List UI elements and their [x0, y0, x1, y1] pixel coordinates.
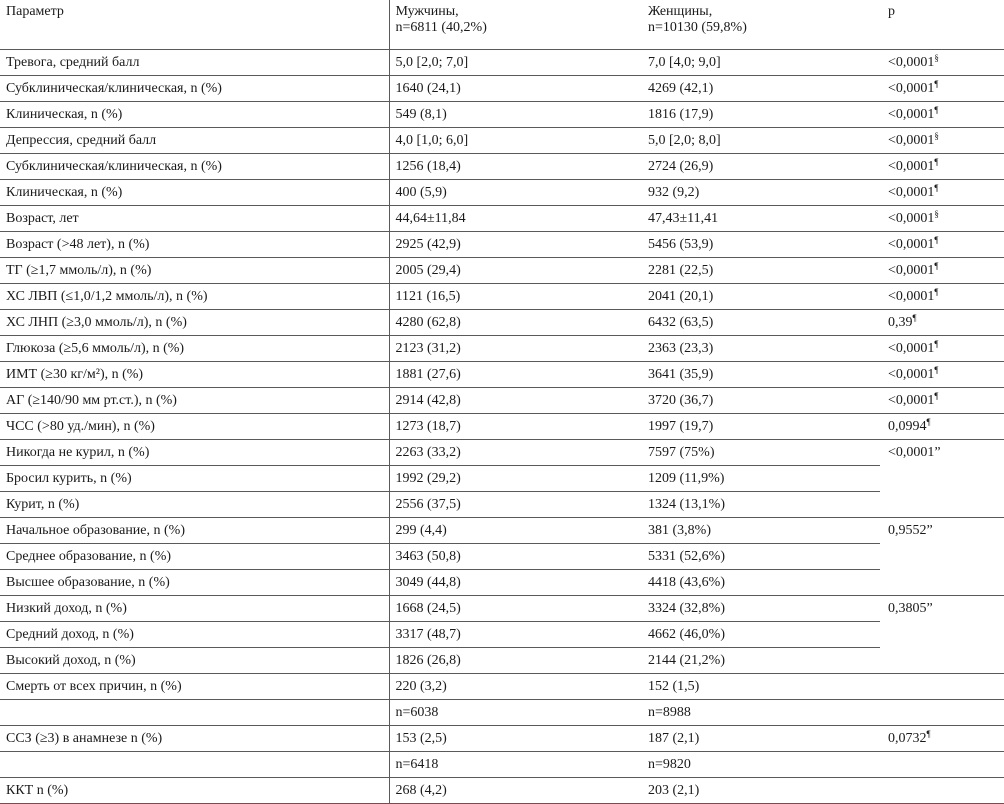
cell-men: 2123 (31,2): [389, 336, 642, 362]
cell-men: 1992 (29,2): [389, 466, 642, 492]
cell-women: 2363 (23,3): [642, 336, 880, 362]
header-men: [389, 0, 642, 50]
cell-param: ХС ЛНП (≥3,0 ммоль/л), n (%): [0, 310, 389, 336]
p-footnote-mark: ¶: [926, 417, 931, 427]
cell-param: Глюкоза (≥5,6 ммоль/л), n (%): [0, 336, 389, 362]
cell-p: [880, 128, 1004, 154]
cell-param: ЧСС (>80 уд./мин), n (%): [0, 414, 389, 440]
p-footnote-mark: §: [934, 131, 939, 141]
cell-men: 2005 (29,4): [389, 258, 642, 284]
cell-men: 1273 (18,7): [389, 414, 642, 440]
cell-men: n=6418: [389, 752, 642, 778]
p-value: <0,0001: [888, 159, 935, 174]
cell-param: ТГ (≥1,7 ммоль/л), n (%): [0, 258, 389, 284]
cell-p: [880, 752, 1004, 778]
table-row: [0, 440, 1004, 466]
cell-param: Среднее образование, n (%): [0, 544, 389, 570]
p-footnote-mark: ¶: [934, 339, 939, 349]
cell-women: n=8988: [642, 700, 880, 726]
table-row: [0, 492, 1004, 518]
p-footnote-mark: ¶: [934, 391, 939, 401]
cell-param: Никогда не курил, n (%): [0, 440, 389, 466]
cell-param: Клиническая, n (%): [0, 102, 389, 128]
cell-p: [880, 440, 1004, 466]
p-footnote-mark: ¶: [934, 261, 939, 271]
cell-param: ХС ЛВП (≤1,0/1,2 ммоль/л), n (%): [0, 284, 389, 310]
cell-p: [880, 76, 1004, 102]
cell-men: 299 (4,4): [389, 518, 642, 544]
cell-p: [880, 518, 1004, 544]
cell-men: 3463 (50,8): [389, 544, 642, 570]
cell-women: 3641 (35,9): [642, 362, 880, 388]
table-row: [0, 414, 1004, 440]
cell-women: 152 (1,5): [642, 674, 880, 700]
cell-p: [880, 388, 1004, 414]
cell-men: 1881 (27,6): [389, 362, 642, 388]
cell-param: Средний доход, n (%): [0, 622, 389, 648]
cell-women: 4418 (43,6%): [642, 570, 880, 596]
cell-women: 1324 (13,1%): [642, 492, 880, 518]
cell-p: [880, 466, 1004, 492]
p-value: 0,39: [888, 315, 913, 330]
p-value: <0,0001: [888, 81, 935, 96]
cell-param: АГ (≥140/90 мм рт.ст.), n (%): [0, 388, 389, 414]
p-footnote-mark: ¶: [926, 729, 931, 739]
cell-param: Возраст, лет: [0, 206, 389, 232]
cell-women: 1997 (19,7): [642, 414, 880, 440]
cell-p: [880, 492, 1004, 518]
table-row: [0, 232, 1004, 258]
table-row: [0, 50, 1004, 76]
cell-women: 1209 (11,9%): [642, 466, 880, 492]
cell-men: 5,0 [2,0; 7,0]: [389, 50, 642, 76]
table-row: [0, 648, 1004, 674]
cell-women: 203 (2,1): [642, 778, 880, 804]
header-param: Параметр: [0, 0, 389, 50]
cell-param: [0, 752, 389, 778]
cell-men: 2263 (33,2): [389, 440, 642, 466]
cell-men: 3049 (44,8): [389, 570, 642, 596]
p-value: <0,0001: [888, 263, 935, 278]
table-row: [0, 466, 1004, 492]
cell-p: [880, 336, 1004, 362]
cell-men: 1668 (24,5): [389, 596, 642, 622]
table-row: [0, 102, 1004, 128]
cell-women: 5456 (53,9): [642, 232, 880, 258]
cell-p: [880, 232, 1004, 258]
cell-women: 2144 (21,2%): [642, 648, 880, 674]
cell-women: 7597 (75%): [642, 440, 880, 466]
table-row: [0, 518, 1004, 544]
cell-param: Субклиническая/клиническая, n (%): [0, 76, 389, 102]
cell-param: ИМТ (≥30 кг/м²), n (%): [0, 362, 389, 388]
cell-women: 2281 (22,5): [642, 258, 880, 284]
table-row: [0, 544, 1004, 570]
cell-women: 4662 (46,0%): [642, 622, 880, 648]
header-row: [0, 0, 1004, 50]
table-row: [0, 388, 1004, 414]
cell-women: 6432 (63,5): [642, 310, 880, 336]
cell-men: 1640 (24,1): [389, 76, 642, 102]
cell-p: [880, 570, 1004, 596]
cell-p: [880, 180, 1004, 206]
table-row: [0, 310, 1004, 336]
cell-p: [880, 648, 1004, 674]
cell-men: 1826 (26,8): [389, 648, 642, 674]
p-value: <0,0001”: [888, 445, 941, 460]
p-footnote-mark: ¶: [934, 365, 939, 375]
cell-param: Низкий доход, n (%): [0, 596, 389, 622]
p-footnote-mark: ¶: [934, 157, 939, 167]
cell-param: Клиническая, n (%): [0, 180, 389, 206]
cell-param: Субклиническая/клиническая, n (%): [0, 154, 389, 180]
p-footnote-mark: ¶: [912, 313, 917, 323]
cell-param: Высокий доход, n (%): [0, 648, 389, 674]
cell-p: [880, 622, 1004, 648]
table-row: [0, 336, 1004, 362]
cell-women: 381 (3,8%): [642, 518, 880, 544]
table-row: [0, 284, 1004, 310]
cell-param: Тревога, средний балл: [0, 50, 389, 76]
cell-men: 3317 (48,7): [389, 622, 642, 648]
table-row: [0, 674, 1004, 700]
cell-p: [880, 778, 1004, 804]
table-row: [0, 76, 1004, 102]
p-footnote-mark: ¶: [934, 79, 939, 89]
table-row: [0, 778, 1004, 804]
cell-women: 3324 (32,8%): [642, 596, 880, 622]
p-value: 0,0994: [888, 419, 927, 434]
cell-param: Начальное образование, n (%): [0, 518, 389, 544]
p-value: <0,0001: [888, 55, 935, 70]
p-footnote-mark: ¶: [934, 105, 939, 115]
cell-param: Возраст (>48 лет), n (%): [0, 232, 389, 258]
table-row: [0, 622, 1004, 648]
table-row: [0, 206, 1004, 232]
cell-men: 1256 (18,4): [389, 154, 642, 180]
table-row: [0, 128, 1004, 154]
cell-p: [880, 544, 1004, 570]
cell-men: 1121 (16,5): [389, 284, 642, 310]
table-row: [0, 700, 1004, 726]
cell-p: [880, 284, 1004, 310]
p-footnote-mark: ¶: [934, 287, 939, 297]
cell-param: Высшее образование, n (%): [0, 570, 389, 596]
p-value: <0,0001: [888, 133, 935, 148]
cell-p: [880, 102, 1004, 128]
cell-p: [880, 674, 1004, 700]
cell-param: ККТ n (%): [0, 778, 389, 804]
table-row: [0, 752, 1004, 778]
cell-men: 153 (2,5): [389, 726, 642, 752]
cell-param: Бросил курить, n (%): [0, 466, 389, 492]
table-row: [0, 180, 1004, 206]
p-footnote-mark: ¶: [934, 183, 939, 193]
cell-women: 47,43±11,41: [642, 206, 880, 232]
cell-p: [880, 596, 1004, 622]
cell-women: 187 (2,1): [642, 726, 880, 752]
cell-women: 5,0 [2,0; 8,0]: [642, 128, 880, 154]
table-row: [0, 362, 1004, 388]
cell-men: 400 (5,9): [389, 180, 642, 206]
cell-men: 220 (3,2): [389, 674, 642, 700]
p-value: 0,3805”: [888, 601, 933, 616]
cell-women: 932 (9,2): [642, 180, 880, 206]
cell-men: n=6038: [389, 700, 642, 726]
p-value: <0,0001: [888, 341, 935, 356]
cell-param: [0, 700, 389, 726]
cell-women: 5331 (52,6%): [642, 544, 880, 570]
cell-men: 549 (8,1): [389, 102, 642, 128]
p-value: <0,0001: [888, 237, 935, 252]
cell-p: [880, 154, 1004, 180]
cell-women: 2041 (20,1): [642, 284, 880, 310]
cell-men: 44,64±11,84: [389, 206, 642, 232]
header-women: [642, 0, 880, 50]
header-p: p: [880, 0, 1004, 50]
table-row: [0, 570, 1004, 596]
p-value: <0,0001: [888, 107, 935, 122]
p-footnote-mark: §: [934, 209, 939, 219]
cell-women: 3720 (36,7): [642, 388, 880, 414]
cell-women: 4269 (42,1): [642, 76, 880, 102]
p-value: 0,9552”: [888, 523, 933, 538]
p-value: 0,0732: [888, 731, 927, 746]
header-women-line1: Женщины,: [648, 4, 713, 19]
cell-param: Смерть от всех причин, n (%): [0, 674, 389, 700]
table-row: [0, 596, 1004, 622]
table-row: [0, 726, 1004, 752]
p-value: <0,0001: [888, 393, 935, 408]
cell-men: 4,0 [1,0; 6,0]: [389, 128, 642, 154]
cell-p: [880, 362, 1004, 388]
cell-p: [880, 700, 1004, 726]
cell-param: Депрессия, средний балл: [0, 128, 389, 154]
cell-women: 2724 (26,9): [642, 154, 880, 180]
cell-men: 4280 (62,8): [389, 310, 642, 336]
cell-p: [880, 310, 1004, 336]
header-women-line2: n=10130 (59,8%): [648, 20, 747, 35]
cell-men: 268 (4,2): [389, 778, 642, 804]
p-value: <0,0001: [888, 367, 935, 382]
cell-women: 7,0 [4,0; 9,0]: [642, 50, 880, 76]
p-footnote-mark: §: [934, 53, 939, 63]
header-men-line1: Мужчины,: [395, 4, 459, 19]
p-value: <0,0001: [888, 211, 935, 226]
cell-men: 2925 (42,9): [389, 232, 642, 258]
table-row: [0, 258, 1004, 284]
table-body: [0, 50, 1004, 804]
cell-women: n=9820: [642, 752, 880, 778]
cell-p: [880, 726, 1004, 752]
header-men-line2: n=6811 (40,2%): [395, 20, 487, 35]
cell-p: [880, 206, 1004, 232]
cell-men: 2914 (42,8): [389, 388, 642, 414]
table-row: [0, 154, 1004, 180]
p-footnote-mark: ¶: [934, 235, 939, 245]
cell-param: ССЗ (≥3) в анамнезе n (%): [0, 726, 389, 752]
p-value: <0,0001: [888, 185, 935, 200]
cell-param: Курит, n (%): [0, 492, 389, 518]
cell-men: 2556 (37,5): [389, 492, 642, 518]
cell-women: 1816 (17,9): [642, 102, 880, 128]
p-value: <0,0001: [888, 289, 935, 304]
cell-p: [880, 414, 1004, 440]
cell-p: [880, 50, 1004, 76]
cell-p: [880, 258, 1004, 284]
